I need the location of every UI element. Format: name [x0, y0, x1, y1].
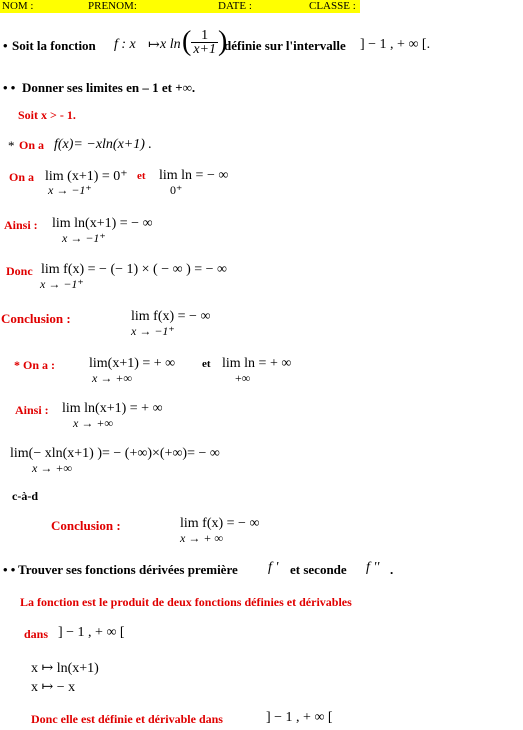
ainsi1-bot: x → −1⁺ — [62, 231, 106, 245]
intro-bullet: • — [3, 38, 8, 53]
donc2-text: Donc elle est définie et dérivable dans — [31, 712, 223, 726]
ona2-lim1-bot: x → −1⁺ — [48, 183, 92, 197]
frac-num: 1 — [191, 29, 218, 43]
frac-den: x+1 — [193, 41, 216, 57]
donc1-label: Donc — [6, 264, 33, 278]
classe-label: CLASSE : — [309, 0, 356, 12]
ona2-lim2-bot: 0⁺ — [170, 183, 183, 197]
q2-et: et seconde — [290, 562, 347, 577]
ainsi1-label: Ainsi : — [4, 218, 38, 232]
ona3-label: * On a : — [14, 358, 56, 372]
donc1-bot: x → −1⁺ — [40, 277, 84, 291]
intro-arrow: ↦ — [148, 38, 160, 53]
conclusion2-top: lim f(x) = − ∞ — [180, 516, 260, 531]
ona3-et: et — [202, 358, 211, 370]
ainsi2-top: lim ln(x+1) = + ∞ — [62, 401, 163, 416]
q2-bullets: • • — [3, 562, 16, 577]
ona3-lim2-top: lim ln = + ∞ — [222, 356, 292, 371]
conclusion2-label: Conclusion : — [51, 518, 121, 533]
func1: x ↦ ln(x+1) — [31, 661, 99, 676]
intro-fraction: ( $\frac{1}{x+1}$ ) — [182, 26, 228, 57]
ona3-lim1-top: lim(x+1) = + ∞ — [89, 356, 176, 371]
donc2-interval: ] − 1 , + ∞ [ — [266, 710, 333, 725]
intro-interval: ] − 1 , + ∞ [. — [360, 37, 431, 52]
dans-label: dans — [24, 627, 49, 641]
q1-bullets: • • — [3, 80, 16, 95]
intro-map-b: x ln — [160, 37, 181, 52]
ainsi2-bot: x → +∞ — [73, 416, 113, 430]
ona2-lim1-top: lim (x+1) = 0⁺ — [45, 169, 128, 184]
ona3-lim2-bot: +∞ — [235, 371, 251, 385]
q2-fpp: f '' — [366, 560, 380, 575]
lim3-bot: x → +∞ — [32, 461, 72, 475]
prenom-label: PRENOM: — [88, 0, 137, 12]
intro-lead: Soit la fonction — [12, 38, 96, 53]
dans-interval: ] − 1 , + ∞ [ — [58, 625, 125, 640]
q2-text: Trouver ses fonctions dérivées première — [18, 562, 238, 577]
ona3-lim1-bot: x → +∞ — [92, 371, 132, 385]
ainsi2-label: Ainsi : — [15, 403, 49, 417]
header-bar — [0, 0, 360, 13]
conclusion1-label: Conclusion : — [1, 311, 71, 326]
donc1-top: lim f(x) = − (− 1) × ( − ∞ ) = − ∞ — [41, 262, 228, 277]
date-label: DATE : — [218, 0, 252, 12]
func2: x ↦ − x — [31, 680, 76, 695]
ona2-et: et — [137, 170, 146, 182]
ona2-label: On a — [9, 170, 35, 184]
q2-dot: . — [390, 562, 394, 577]
soit-text: Soit x > - 1. — [18, 108, 76, 122]
conclusion1-top: lim f(x) = − ∞ — [131, 309, 211, 324]
prod-text: La fonction est le produit de deux fonctions définies et dérivables — [20, 595, 352, 609]
ona1-expr: f(x)= −xln(x+1) . — [54, 137, 152, 152]
intro-map-a: f : x — [114, 37, 136, 52]
nom-label: NOM : — [2, 0, 34, 12]
lim3-top: lim(− xln(x+1) )= − (+∞)×(+∞)= − ∞ — [10, 446, 220, 461]
ona2-lim2-top: lim ln = − ∞ — [159, 168, 229, 183]
q2-fp: f ' — [268, 560, 279, 575]
conclusion2-bot: x → + ∞ — [180, 531, 223, 545]
q1-text: Donner ses limites en – 1 et +∞. — [22, 80, 196, 95]
intro-defined: définie sur l'intervalle — [224, 38, 346, 53]
cad-text: c-à-d — [12, 489, 38, 503]
ona1-label: On a — [19, 138, 45, 152]
conclusion1-bot: x → −1⁺ — [131, 324, 175, 338]
ainsi1-top: lim ln(x+1) = − ∞ — [52, 216, 153, 231]
ona1-star: * — [8, 138, 15, 153]
